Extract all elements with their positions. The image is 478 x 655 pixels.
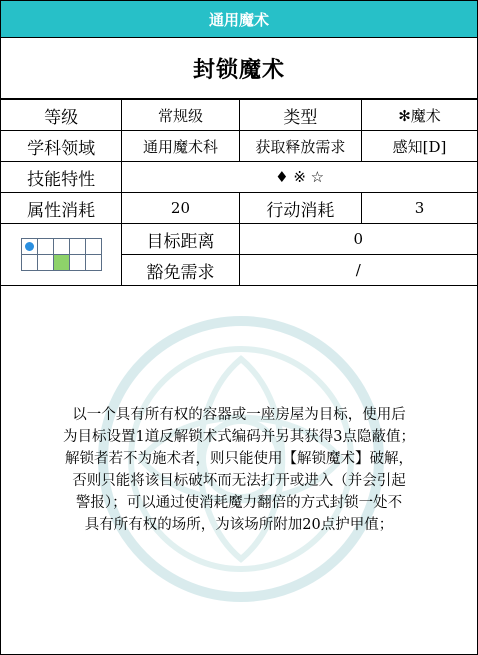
description-line: 具有所有权的场所，为该场所附加20点护甲值； bbox=[84, 517, 394, 533]
range-grid bbox=[21, 238, 102, 271]
field-value: 通用魔术科 bbox=[122, 131, 239, 162]
grid-cell bbox=[38, 239, 54, 255]
level-value: 常规级 bbox=[122, 100, 239, 131]
action-cost-value: 3 bbox=[362, 193, 477, 224]
save-value: / bbox=[239, 255, 477, 286]
grid-cell bbox=[86, 255, 102, 271]
description-line: 以一个具有所有权的容器或一座房屋为目标，使用后 bbox=[72, 407, 406, 423]
range-grid-cell bbox=[1, 224, 122, 286]
stats-row-level bbox=[1, 100, 477, 131]
save-label: 豁免需求 bbox=[122, 255, 239, 286]
requirement-value: 感知[D] bbox=[362, 131, 477, 162]
stats-row-cost bbox=[1, 193, 477, 224]
target-cell bbox=[54, 255, 70, 271]
traits-label: 技能特性 bbox=[1, 162, 122, 193]
description-line: 为目标设置1道反解锁术式编码并另其获得3点隐蔽值； bbox=[63, 429, 415, 445]
spell-description bbox=[23, 404, 455, 536]
traits-value: ♦ ※ ☆ bbox=[122, 162, 477, 193]
type-value: ✻魔术 bbox=[362, 100, 477, 131]
stats-row-field bbox=[1, 131, 477, 162]
stats-row-range bbox=[1, 224, 477, 255]
grid-cell bbox=[70, 239, 86, 255]
grid-cell bbox=[38, 255, 54, 271]
grid-cell bbox=[86, 239, 102, 255]
spell-title: 封锁魔术 bbox=[1, 38, 477, 99]
grid-cell bbox=[54, 239, 70, 255]
category-header: 通用魔术 bbox=[1, 1, 477, 38]
description-line: 否则只能将该目标破坏而无法打开或进入（并会引起 bbox=[72, 473, 406, 489]
grid-cell bbox=[70, 255, 86, 271]
type-label: 类型 bbox=[239, 100, 361, 131]
requirement-label: 获取释放需求 bbox=[239, 131, 361, 162]
stats-row-traits bbox=[1, 162, 477, 193]
description-line: 警报）；可以通过使消耗魔力翻倍的方式封锁一处不 bbox=[75, 495, 403, 511]
distance-label: 目标距离 bbox=[122, 224, 239, 255]
grid-cell bbox=[22, 239, 38, 255]
description-line: 解锁者若不为施术者，则只能使用【解锁魔术】破解， bbox=[65, 451, 413, 467]
field-label: 学科领域 bbox=[1, 131, 122, 162]
distance-value: 0 bbox=[239, 224, 477, 255]
stats-table bbox=[1, 99, 477, 286]
caster-position-marker bbox=[25, 242, 34, 251]
attribute-cost-label: 属性消耗 bbox=[1, 193, 122, 224]
action-cost-label: 行动消耗 bbox=[239, 193, 361, 224]
attribute-cost-value: 20 bbox=[122, 193, 239, 224]
level-label: 等级 bbox=[1, 100, 122, 131]
grid-cell bbox=[22, 255, 38, 271]
